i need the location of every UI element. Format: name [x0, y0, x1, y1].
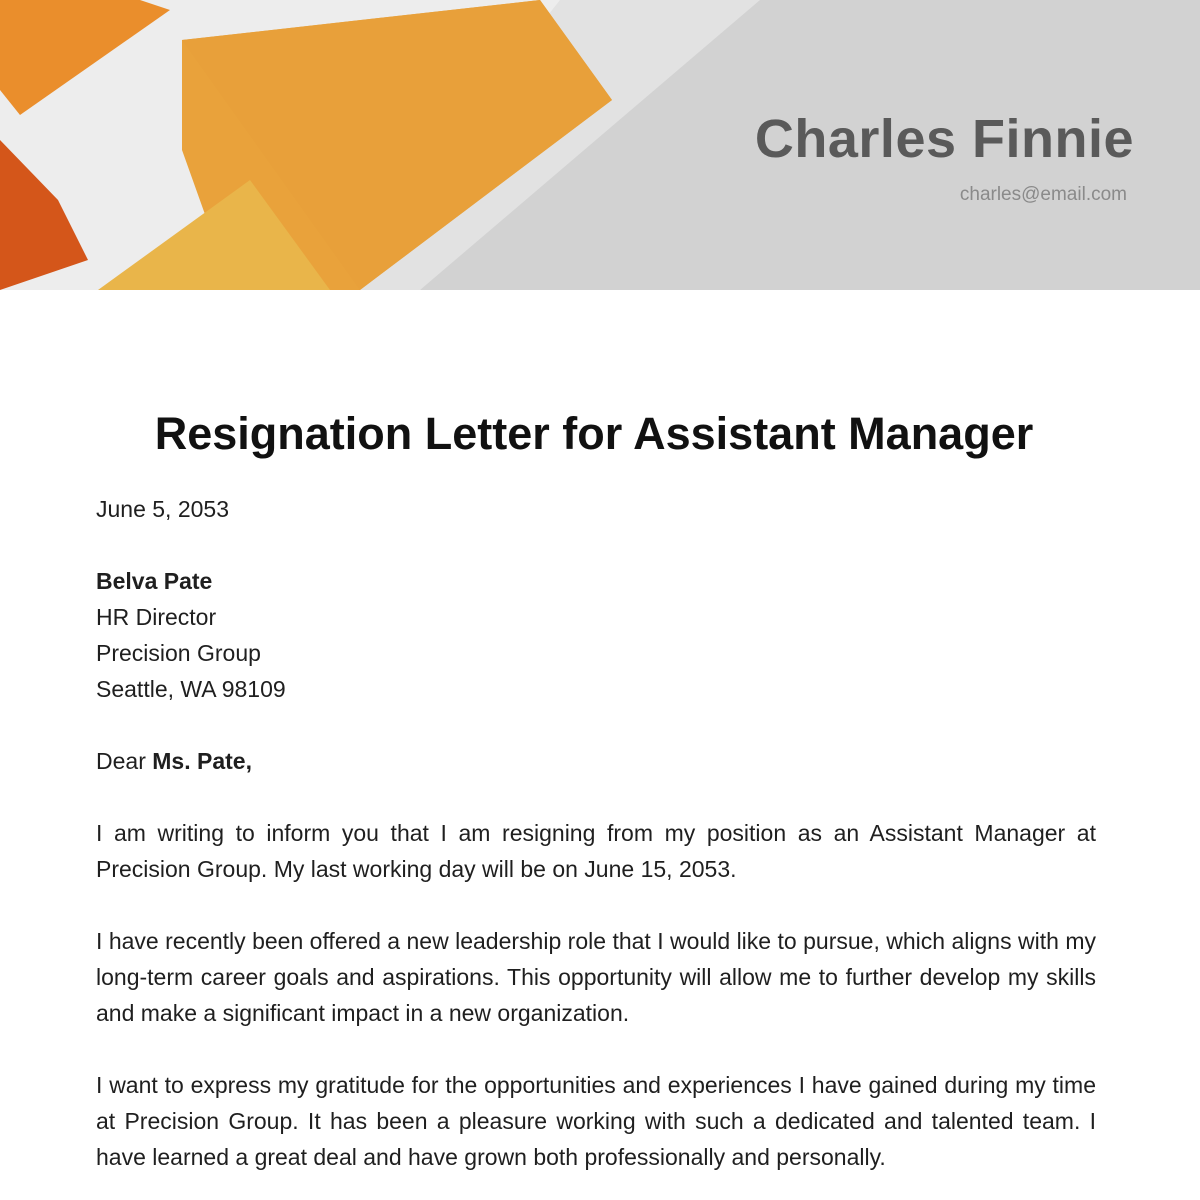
recipient-block: [96, 563, 1096, 707]
recipient-position: HR Director: [96, 604, 217, 630]
paragraph-3: I want to express my gratitude for the opportunities and experiences I have gained during my time at Precision Group. It has been a pleasure working with such a dedicated and talented team. I have learned a great deal and have grown both professionally and personally.: [96, 1072, 1096, 1170]
paragraph-2: I have recently been offered a new leadership role that I would like to pursue, which aligns with my long-term career goals and aspirations. This opportunity will allow me to further develop my skills and make a significant impact in a new organization.: [96, 928, 1096, 1026]
letter-date: June 5, 2053: [96, 496, 230, 522]
letter-title: Resignation Letter for Assistant Manager: [154, 408, 1034, 459]
sender-name: Charles Finnie: [754, 109, 1134, 169]
sender-email: charles@email.com: [959, 184, 1127, 205]
recipient-address: Seattle, WA 98109: [96, 676, 286, 702]
salutation: [96, 743, 1096, 779]
paragraph-1: I am writing to inform you that I am resigning from my position as an Assistant Manager at Precision Group. My last working day will be on June 15, 2053.: [96, 820, 1096, 882]
header-banner: [0, 0, 1200, 290]
recipient-name: Belva Pate: [96, 568, 213, 594]
salutation-name: Ms. Pate,: [152, 748, 252, 774]
letter-body: [96, 405, 1096, 1175]
salutation-prefix: Dear: [96, 748, 153, 774]
recipient-company: Precision Group: [96, 640, 261, 666]
